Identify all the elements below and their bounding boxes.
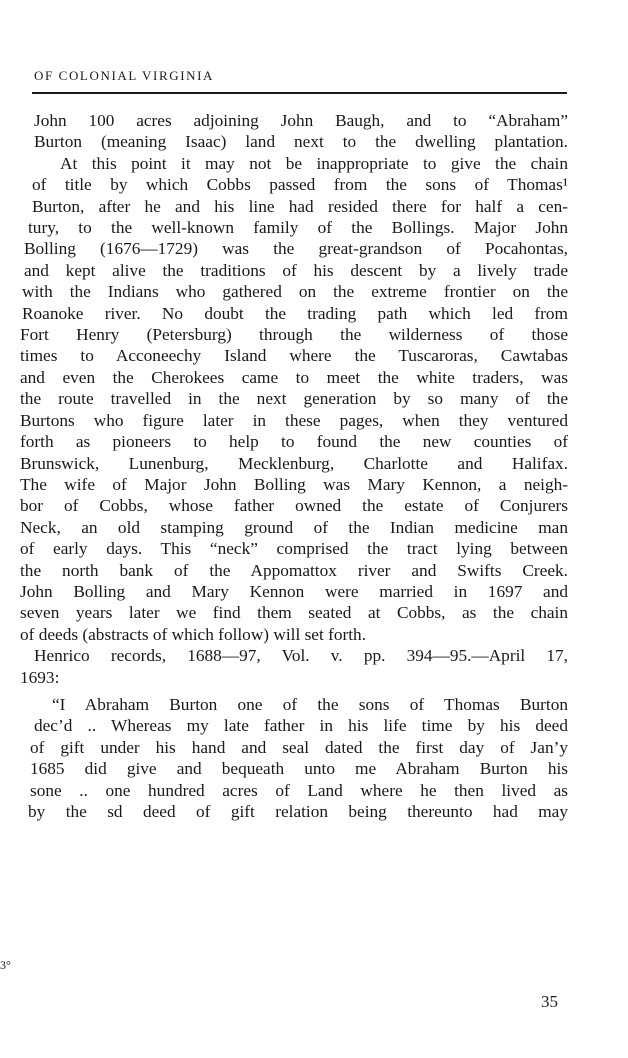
text-line: Burtons who figure later in these pages, when they ventured [20, 410, 568, 430]
text-line: Burton (meaning Isaac) land next to the dwelling plantation. [34, 132, 568, 152]
text-line: John Bolling and Mary Kennon were married in 1697 and [20, 581, 568, 601]
text-line: of title by which Cobbs passed from the sons of Thomas¹ [32, 175, 568, 195]
text-line: forth as pioneers to help to found the new counties of [20, 432, 568, 452]
page-number: 35 [541, 992, 558, 1011]
text-line: “I Abraham Burton one of the sons of Thomas Burton [52, 694, 568, 714]
running-head: OF COLONIAL VIRGINIA [34, 68, 215, 83]
text-line: The wife of Major John Bolling was Mary Kennon, a neigh- [20, 474, 568, 494]
text-line: seven years later we find them seated at Cobbs, as the chain [20, 603, 568, 623]
text-line: John 100 acres adjoining John Baugh, and to “Abraham” [34, 111, 568, 130]
text-line: 1693: [20, 667, 60, 687]
text-line: Brunswick, Lunenburg, Mecklenburg, Charlotte and Halifax. [20, 453, 568, 473]
text-line: At this point it may not be inappropriate to give the chain [60, 153, 568, 173]
text-line: Burton, after he and his line had resided there for half a cen- [32, 196, 568, 216]
text-line: Henrico records, 1688—97, Vol. v. pp. 394—95.—April 17, [34, 646, 568, 666]
text-line: dec’d .. Whereas my late father in his life time by his deed [34, 716, 568, 736]
text-line: of early days. This “neck” comprised the tract lying between [20, 539, 568, 559]
text-line: of gift under his hand and seal dated the first day of Jan’y [30, 737, 568, 757]
text-line: Neck, an old stamping ground of the Indian medicine man [20, 517, 568, 537]
text-line: 1685 did give and bequeath unto me Abraham Burton his [30, 759, 568, 779]
text-line: Bolling (1676—1729) was the great-grandson of Pocahontas, [24, 239, 568, 259]
text-line: sone .. one hundred acres of Land where he then lived as [30, 780, 568, 800]
header-rule [32, 92, 567, 94]
text-line: with the Indians who gathered on the extreme frontier on the [22, 282, 568, 302]
text-line: the route travelled in the next generation by so many of the [20, 389, 568, 409]
text-line: of deeds (abstracts of which follow) will set forth. [20, 624, 367, 644]
text-line: and even the Cherokees came to meet the white traders, was [20, 367, 568, 387]
text-line: and kept alive the traditions of his descent by a lively trade [24, 260, 568, 280]
margin-mark: 3° [0, 958, 11, 972]
text-line: tury, to the well-known family of the Bollings. Major John [28, 218, 568, 238]
body-text [20, 110, 568, 822]
text-line: Fort Henry (Petersburg) through the wilderness of those [20, 325, 568, 345]
text-line: by the sd deed of gift relation being thereunto had may [28, 802, 568, 821]
text-line: the north bank of the Appomattox river and Swifts Creek. [20, 560, 568, 580]
text-line: times to Acconeechy Island where the Tuscaroras, Cawtabas [20, 346, 568, 366]
text-line: Roanoke river. No doubt the trading path which led from [22, 303, 568, 323]
text-line: bor of Cobbs, whose father owned the estate of Conjurers [20, 496, 568, 516]
